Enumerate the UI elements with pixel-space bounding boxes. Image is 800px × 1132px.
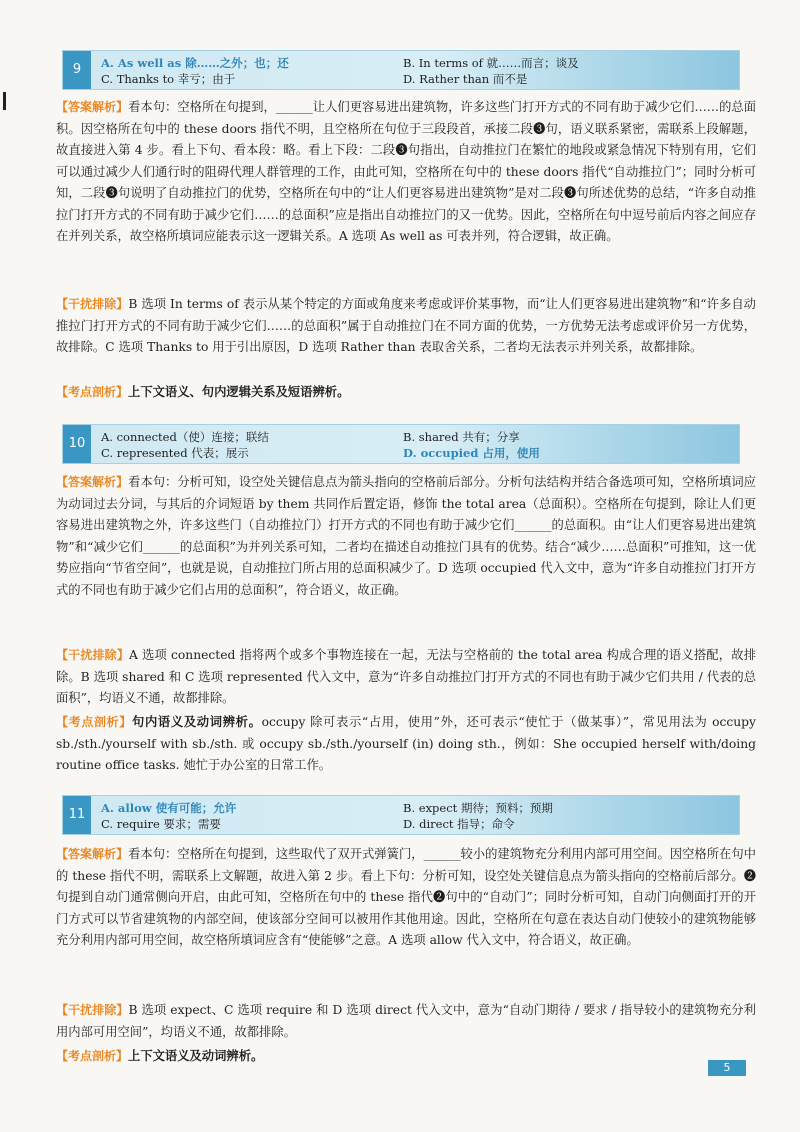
option-a: A. connected（使）连接；联结 bbox=[101, 430, 269, 444]
option-d: D. Rather than 而不是 bbox=[403, 72, 528, 86]
answer-label: 【答案解析】 bbox=[56, 847, 129, 861]
question-number: 9 bbox=[63, 51, 91, 89]
point-label: 【考点剖析】 bbox=[56, 1049, 129, 1063]
option-b: B. expect 期待；预料；预期 bbox=[403, 801, 553, 815]
answer-text: 看本句：空格所在句提到，这些取代了双开式弹簧门，______较小的建筑物充分利用内部可用空间。因空格所在句中的 these 指代不明，需联系上文解题，故进入第 2 步。看上下句：分析可知，设空处关键信息点为箭头指向的空格前后部分。❷句提到自动门通常侧向开启，由此可知，空格所在句中的 these 指代❷句中的“自动门”；同时分析可知，自动门向侧面打开的开门方式可以节省建筑物的内部空间，使该部分空间可以被用作其他用途。因此，空格所在句意在表达自动门使较小的建筑物能够充分利用内部可用空间，故空格所填词应含有“使能够”之意。A 选项 allow 代入文中，符合语义，故正确。 bbox=[56, 847, 756, 947]
distractor-analysis-11 bbox=[56, 1000, 756, 1043]
answer-analysis-11 bbox=[56, 844, 756, 952]
option-b: B. shared 共有；分享 bbox=[403, 430, 520, 444]
key-point-9 bbox=[56, 382, 756, 404]
question-11-options-box bbox=[62, 795, 740, 835]
key-point-10 bbox=[56, 712, 756, 777]
distract-label: 【干扰排除】 bbox=[56, 648, 130, 662]
answer-text: 看本句：空格所在句提到，______让人们更容易进出建筑物，许多这些门打开方式的不同有助于减少它们……的总面积。因空格所在句中的 these doors 指代不明，且空格所在句位于三段段首，承接二段❸句，语义联系紧密，需联系上段解题，故直接进入第 4 步。看上下句、看本段：略。看上下段：二段❸句指出，自动推拉门在繁忙的地段或紧急情况下特别有用，它们可以通过减少人们通行时的阻碍代理人群管理的工作，由此可知，空格所在句中的 these doors 指代“自动推拉门”；同时分析可知，二段❸句说明了自动推拉门的优势，空格所在句中的“让人们更容易进出建筑物”是对二段❸句所述优势的总结，“许多自动推拉门打开方式的不同有助于减少它们……的总面积”应是指出自动推拉门的又一优势。因此，空格所在句中逗号前后内容之间应存在并列关系，故空格所填词应能表示这一逻辑关系。A 选项 As well as 可表并列，符合逻辑，故正确。 bbox=[56, 100, 756, 243]
option-c: C. require 要求；需要 bbox=[101, 817, 221, 831]
point-bold: 句内语义及动词辨析。 bbox=[131, 715, 262, 729]
question-number: 10 bbox=[63, 425, 91, 463]
question-number: 11 bbox=[63, 796, 91, 834]
distract-text: B 选项 expect、C 选项 require 和 D 选项 direct 代入文中，意为“自动门期待 / 要求 / 指导较小的建筑物充分利用内部可用空间”，均语义不通，故都排除。 bbox=[56, 1003, 756, 1039]
distract-text: A 选项 connected 指将两个或多个事物连接在一起，无法与空格前的 the total area 构成合理的语义搭配，故排除。B 选项 shared 和 C 选项 represented 代入文中，意为“许多自动推拉门打开方式的不同也有助于减少它们共用 / 代表的总面积”，均语义不通，故都排除。 bbox=[56, 648, 756, 705]
option-c: C. Thanks to 幸亏；由于 bbox=[101, 72, 236, 86]
question-9-options-box bbox=[62, 50, 740, 90]
answer-label: 【答案解析】 bbox=[56, 100, 129, 114]
distract-text: B 选项 In terms of 表示从某个特定的方面或角度来考虑或评价某事物，而“让人们更容易进出建筑物”和“许多自动推拉门打开方式的不同有助于减少它们……的总面积”属于自动推拉门在不同方面的优势，一方优势无法考虑或评价另一方优势，故排除。C 选项 Thanks to 用于引出原因，D 选项 Rather than 表取舍关系，二者均无法表示并列关系，故都排除。 bbox=[56, 297, 756, 354]
margin-mark bbox=[3, 92, 6, 110]
answer-label: 【答案解析】 bbox=[56, 475, 129, 489]
option-c: C. represented 代表；展示 bbox=[101, 446, 249, 460]
option-a: A. allow 使有可能；允许 bbox=[101, 801, 237, 815]
distractor-analysis-10 bbox=[56, 645, 756, 710]
point-label: 【考点剖析】 bbox=[56, 715, 132, 729]
answer-analysis-9 bbox=[56, 97, 756, 248]
page-number: 5 bbox=[708, 1060, 746, 1076]
answer-analysis-10 bbox=[56, 472, 756, 601]
point-text: occupy 除可表示“占用，使用”外，还可表示“使忙于（做某事）”，常见用法为 occupy sb./sth./yourself with sb./sth. 或 occupy sb./sth./yourself (in) doing sth.，例如：She occupied herself with/doing routine office tasks. 她忙于办公室的日常工作。 bbox=[56, 715, 756, 772]
distract-label: 【干扰排除】 bbox=[56, 297, 129, 311]
distract-label: 【干扰排除】 bbox=[56, 1003, 129, 1017]
point-text: 上下文语义及动词辨析。 bbox=[128, 1049, 264, 1063]
option-d: D. occupied 占用，使用 bbox=[403, 446, 540, 460]
option-b: B. In terms of 就……而言；谈及 bbox=[403, 56, 579, 70]
distractor-analysis-9 bbox=[56, 294, 756, 359]
key-point-11 bbox=[56, 1046, 756, 1068]
point-label: 【考点剖析】 bbox=[56, 385, 129, 399]
answer-text: 看本句：分析可知，设空处关键信息点为箭头指向的空格前后部分。分析句法结构并结合备选项可知，空格所填词应为动词过去分词，与其后的介词短语 by them 共同作后置定语，修饰 the total area（总面积）。空格所在句提到，除让人们更容易进出建筑物之外，许多这些门（自动推拉门）打开方式的不同也有助于减少它们______的总面积。由“让人们更容易进出建筑物”和“减少它们______的总面积”为并列关系可知，二者均在描述自动推拉门具有的优势。结合“减少……总面积”可推知，这一优势应指向“节省空间”，也就是说，自动推拉门所占用的总面积减少了。D 选项 occupied 代入文中，意为“许多自动推拉门打开方式的不同也有助于减少它们占用的总面积”，符合语义，故正确。 bbox=[56, 475, 756, 597]
option-a: A. As well as 除……之外；也；还 bbox=[101, 56, 289, 70]
point-text: 上下文语义、句内逻辑关系及短语辨析。 bbox=[128, 385, 350, 399]
question-10-options-box bbox=[62, 424, 740, 464]
option-d: D. direct 指导；命令 bbox=[403, 817, 515, 831]
